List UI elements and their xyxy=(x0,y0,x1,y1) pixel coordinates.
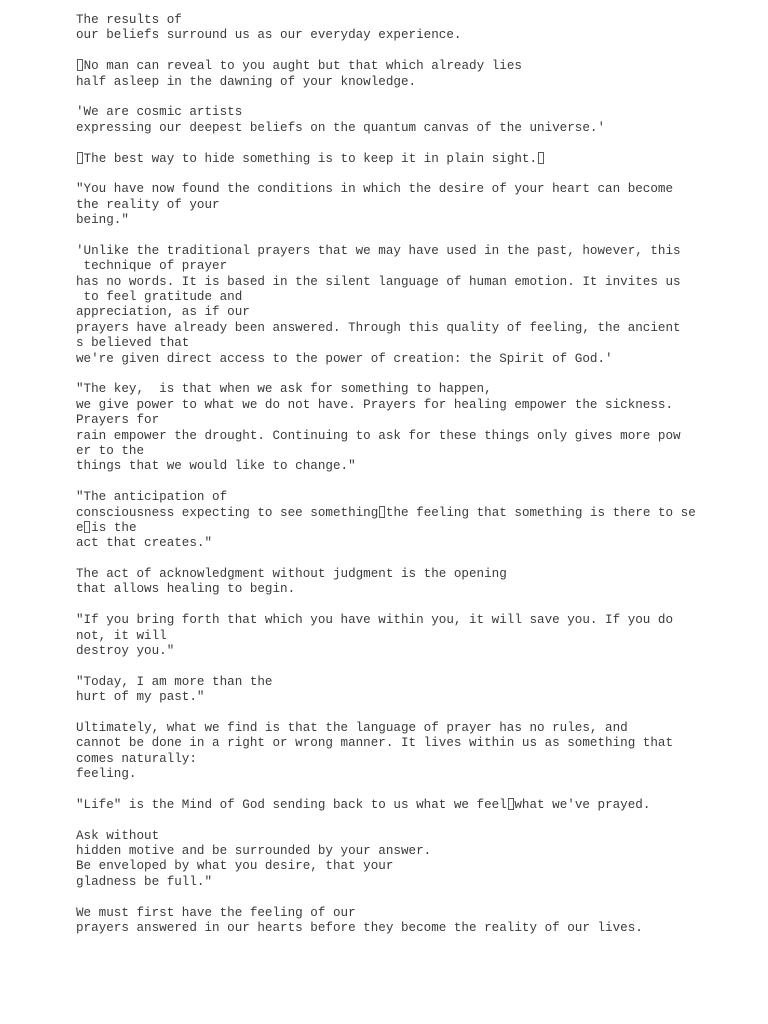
text-paragraph xyxy=(76,244,746,367)
text-line: to feel gratitude and xyxy=(76,290,243,305)
missing-glyph-box xyxy=(77,59,83,71)
text-line: Ultimately, what we find is that the language of prayer has no rules, and xyxy=(76,720,628,735)
text-paragraph xyxy=(76,567,746,598)
text-paragraph xyxy=(76,105,746,136)
missing-glyph-box xyxy=(538,152,544,164)
text-line: we're given direct access to the power of creation: the Spirit of God.' xyxy=(76,351,613,366)
missing-glyph-box xyxy=(508,798,514,810)
text-line: that allows healing to begin. xyxy=(76,582,296,597)
text-paragraph xyxy=(76,675,746,706)
text-paragraph xyxy=(76,13,746,44)
text-line: has no words. It is based in the silent language of human emotion. It invites us xyxy=(76,274,681,289)
text-line: not, it will xyxy=(76,628,167,643)
text-line: hurt of my past." xyxy=(76,690,205,705)
text-line: "Today, I am more than the xyxy=(76,674,273,689)
text-line: our beliefs surround us as our everyday experience. xyxy=(76,28,462,43)
text-line: comes naturally: xyxy=(76,751,197,766)
missing-glyph-box xyxy=(77,152,83,164)
text-line: "Life" is the Mind of God sending back to us what we feel what we've prayed. xyxy=(76,797,651,812)
text-paragraph xyxy=(76,182,746,228)
text-line: prayers answered in our hearts before they become the reality of our lives. xyxy=(76,921,643,936)
text-paragraph xyxy=(76,613,746,659)
text-line: The results of xyxy=(76,13,182,27)
text-line: rain empower the drought. Continuing to ask for these things only gives more pow xyxy=(76,428,681,443)
text-line: half asleep in the dawning of your knowledge. xyxy=(76,74,417,89)
text-line: expressing our deepest beliefs on the quantum canvas of the universe.' xyxy=(76,120,606,135)
text-line: technique of prayer xyxy=(76,259,228,274)
text-line: The act of acknowledgment without judgment is the opening xyxy=(76,567,507,582)
text-paragraph xyxy=(76,798,746,813)
text-line: "The anticipation of xyxy=(76,490,228,505)
text-line: consciousness expecting to see something the feeling that something is there to se xyxy=(76,505,696,520)
text-line: 'Unlike the traditional prayers that we may have used in the past, however, this xyxy=(76,243,681,258)
text-line: We must first have the feeling of our xyxy=(76,905,356,920)
text-line: Be enveloped by what you desire, that your xyxy=(76,859,394,874)
text-paragraph xyxy=(76,59,746,90)
missing-glyph-box xyxy=(379,506,385,518)
text-line: 'We are cosmic artists xyxy=(76,105,243,120)
text-paragraph xyxy=(76,829,746,891)
text-line: cannot be done in a right or wrong manner. It lives within us as something that xyxy=(76,736,674,751)
text-line: "If you bring forth that which you have within you, it will save you. If you do xyxy=(76,613,674,628)
text-line: Ask without xyxy=(76,828,160,843)
text-line: feeling. xyxy=(76,767,137,782)
text-line: No man can reveal to you aught but that which already lies xyxy=(76,59,746,74)
text-line: "You have now found the conditions in which the desire of your heart can become xyxy=(76,182,674,197)
text-paragraph xyxy=(76,382,746,474)
text-line: The best way to hide something is to keep it in plain sight. xyxy=(76,152,746,167)
text-paragraph xyxy=(76,490,746,552)
text-paragraph xyxy=(76,721,746,783)
text-line: er to the xyxy=(76,443,145,458)
document-body xyxy=(76,13,746,952)
text-paragraph xyxy=(76,906,746,937)
text-line: gladness be full." xyxy=(76,874,213,889)
text-line: being." xyxy=(76,213,129,228)
text-line: we give power to what we do not have. Prayers for healing empower the sickness. xyxy=(76,397,674,412)
text-line: "The key, is that when we ask for something to happen, xyxy=(76,382,492,397)
text-line: act that creates." xyxy=(76,536,213,551)
text-line: appreciation, as if our xyxy=(76,305,250,320)
text-line: destroy you." xyxy=(76,644,175,659)
text-line: things that we would like to change." xyxy=(76,459,356,474)
text-line: s believed that xyxy=(76,336,190,351)
missing-glyph-box xyxy=(84,521,90,533)
text-line: hidden motive and be surrounded by your answer. xyxy=(76,844,432,859)
text-line: e is the xyxy=(76,520,137,535)
text-line: prayers have already been answered. Through this quality of feeling, the ancient xyxy=(76,320,681,335)
text-line: Prayers for xyxy=(76,413,160,428)
text-paragraph xyxy=(76,152,746,167)
text-line: the reality of your xyxy=(76,197,220,212)
